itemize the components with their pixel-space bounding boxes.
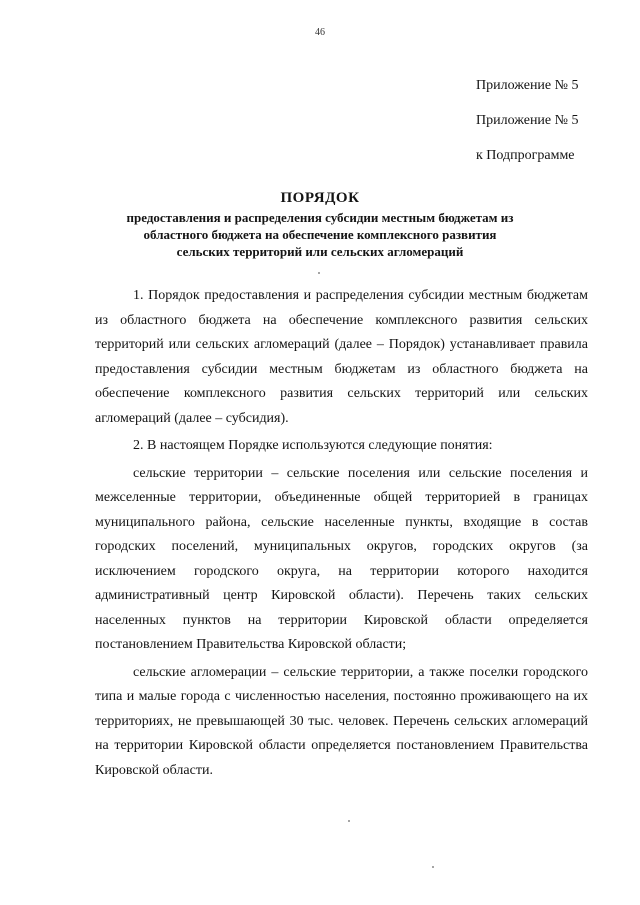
appendix-label-repeat: Приложение № 5	[476, 113, 579, 128]
paragraph-2: 2. В настоящем Порядке используются следующие понятия:	[133, 438, 493, 453]
definition-rural-agglomerations: сельские агломерации – сельские территории, а также поселки городского типа и малые города с численностью населения, постоянно проживающего на их территориях, не превышающей 30 тыс. человек. Перечень сельских агломераций на территории Кировской области определяется постановлением Правительства Кировской области.	[95, 664, 588, 778]
paragraph-1: 1. Порядок предоставления и распределения субсидии местным бюджетам из областного бюджета на обеспечение комплексного развития сельских территорий или сельских агломераций (далее – Порядок) устанавливает правила предоставления субсидии местным бюджетам из областного бюджета на обеспечение комплексного развития сельских территорий или сельских агломераций (далее – субсидия).	[95, 288, 588, 426]
scan-speck	[318, 272, 320, 274]
scan-speck	[432, 866, 434, 868]
definition-rural-territories: сельские территории – сельские поселения или сельские поселения и межселенные территории, объединенные общей территорией в границах муниципального района, сельские населенные пункты, входящие в состав городских поселений, муниципальных округов, городских округов (за исключением городского округа, на территории которого находится административный центр Кировской области). Перечень таких сельских населенных пунктов на территории Кировской области определяется постановлением Правительства Кировской области;	[95, 465, 588, 652]
document-body	[95, 284, 588, 783]
document-title	[120, 187, 520, 260]
appendix-label: Приложение № 5	[476, 78, 579, 93]
title-main: ПОРЯДОК	[280, 190, 360, 206]
title-subtitle: предоставления и распределения субсидии местным бюджетам из областного бюджета на обеспечение комплексного развития сельских территорий или сельских агломераций	[126, 210, 514, 259]
appendix-subprogram-ref: к Подпрограмме	[476, 148, 575, 163]
scan-speck	[348, 820, 350, 822]
page-number: 46	[315, 27, 325, 38]
